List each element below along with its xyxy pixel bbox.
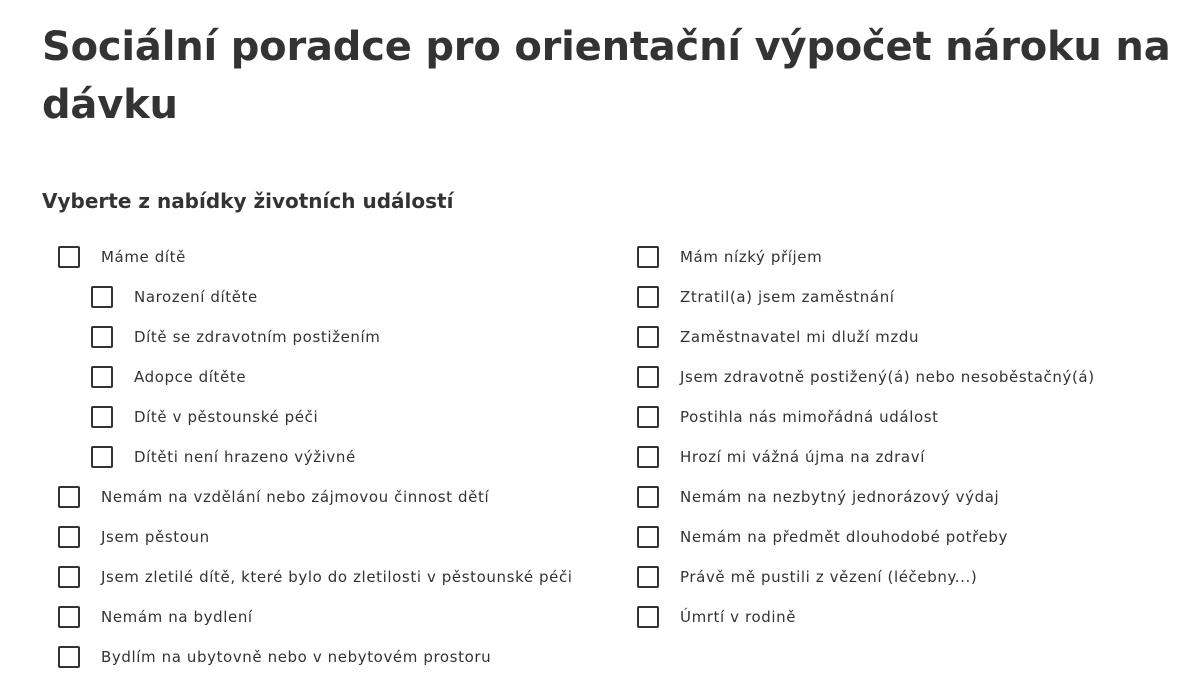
- option-label: Hrozí mi vážná újma na zdraví: [680, 448, 925, 466]
- option-bydlim-na-ubytovne[interactable]: [58, 637, 598, 677]
- life-events-right-column: [637, 237, 1177, 637]
- option-mame-dite[interactable]: [58, 237, 598, 277]
- option-label: Zaměstnavatel mi dluží mzdu: [680, 328, 920, 346]
- option-label: Jsem pěstoun: [101, 528, 210, 546]
- option-nemam-na-vzdelani[interactable]: [58, 477, 598, 517]
- option-label: Narození dítěte: [134, 288, 258, 306]
- option-adopce-ditete[interactable]: [58, 357, 598, 397]
- option-dite-se-zdravotnim-postizenim[interactable]: [58, 317, 598, 357]
- option-jsem-zdravotne-postizeny[interactable]: [637, 357, 1177, 397]
- option-label: Nemám na bydlení: [101, 608, 253, 626]
- option-label: Mám nízký příjem: [680, 248, 823, 266]
- checkbox[interactable]: [637, 366, 659, 388]
- checkbox[interactable]: [58, 566, 80, 588]
- page-title: Sociální poradce pro orientační výpočet nároku na dávku: [42, 24, 1171, 128]
- checkbox[interactable]: [58, 246, 80, 268]
- option-diteti-neni-hrazeno-vyzivne[interactable]: [58, 437, 598, 477]
- checkbox[interactable]: [637, 286, 659, 308]
- option-jsem-pestoun[interactable]: [58, 517, 598, 557]
- option-label: Jsem zdravotně postižený(á) nebo nesoběstačný(á): [680, 368, 1095, 386]
- option-label: Máme dítě: [101, 248, 186, 266]
- option-postihla-nas-mimoradna-udalost[interactable]: [637, 397, 1177, 437]
- checkbox[interactable]: [637, 606, 659, 628]
- option-zamestnavatel-mi-dluzi-mzdu[interactable]: [637, 317, 1177, 357]
- life-events-left-column: [58, 237, 598, 677]
- option-nemam-na-predmet-potreby[interactable]: [637, 517, 1177, 557]
- checkbox[interactable]: [637, 566, 659, 588]
- option-label: Nemám na nezbytný jednorázový výdaj: [680, 488, 1000, 506]
- option-nemam-na-bydleni[interactable]: [58, 597, 598, 637]
- section-title: Vyberte z nabídky životních událostí: [42, 189, 454, 213]
- checkbox[interactable]: [58, 646, 80, 668]
- checkbox[interactable]: [58, 486, 80, 508]
- option-label: Nemám na vzdělání nebo zájmovou činnost dětí: [101, 488, 490, 506]
- option-dite-v-pestounske-peci[interactable]: [58, 397, 598, 437]
- checkbox[interactable]: [637, 486, 659, 508]
- option-jsem-zletile-dite[interactable]: [58, 557, 598, 597]
- checkbox[interactable]: [91, 366, 113, 388]
- checkbox[interactable]: [637, 526, 659, 548]
- option-label: Úmrtí v rodině: [680, 608, 797, 626]
- option-mam-nizky-prijem[interactable]: [637, 237, 1177, 277]
- option-label: Postihla nás mimořádná událost: [680, 408, 939, 426]
- option-label: Dítě v pěstounské péči: [134, 408, 319, 426]
- checkbox[interactable]: [637, 406, 659, 428]
- option-label: Jsem zletilé dítě, které bylo do zletilosti v pěstounské péči: [101, 568, 573, 586]
- checkbox[interactable]: [58, 526, 80, 548]
- option-prave-me-pustili-z-vezeni[interactable]: [637, 557, 1177, 597]
- checkbox[interactable]: [58, 606, 80, 628]
- option-nemam-na-jednorazovy-vydaj[interactable]: [637, 477, 1177, 517]
- checkbox[interactable]: [91, 406, 113, 428]
- checkbox[interactable]: [637, 446, 659, 468]
- option-label: Právě mě pustili z vězení (léčebny...): [680, 568, 978, 586]
- checkbox[interactable]: [637, 246, 659, 268]
- option-hrozi-mi-vazna-ujma[interactable]: [637, 437, 1177, 477]
- checkbox[interactable]: [637, 326, 659, 348]
- option-label: Dítě se zdravotním postižením: [134, 328, 381, 346]
- checkbox[interactable]: [91, 326, 113, 348]
- option-ztratil-jsem-zamestnani[interactable]: [637, 277, 1177, 317]
- checkbox[interactable]: [91, 286, 113, 308]
- option-label: Nemám na předmět dlouhodobé potřeby: [680, 528, 1009, 546]
- option-label: Bydlím na ubytovně nebo v nebytovém prostoru: [101, 648, 492, 666]
- option-narozeni-ditete[interactable]: [58, 277, 598, 317]
- option-label: Ztratil(a) jsem zaměstnání: [680, 288, 895, 306]
- option-label: Dítěti není hrazeno výživné: [134, 448, 356, 466]
- option-umrti-v-rodine[interactable]: [637, 597, 1177, 637]
- option-label: Adopce dítěte: [134, 368, 247, 386]
- checkbox[interactable]: [91, 446, 113, 468]
